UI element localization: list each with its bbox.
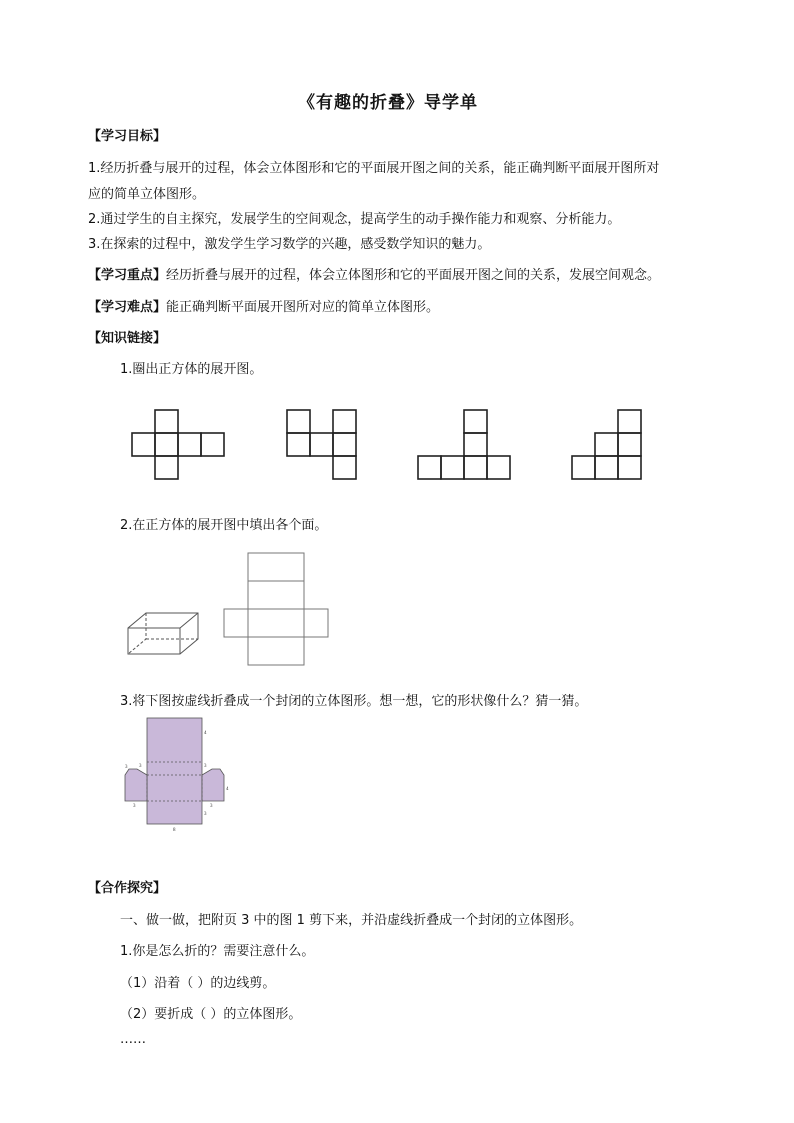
cooperative-sub-1: （1）沿着（ ）的边线剪。 — [120, 976, 276, 991]
net-number-9: 3 — [125, 765, 128, 770]
cooperative-question-1: 1.你是怎么折的？需要注意什么。 — [120, 944, 315, 959]
cooperative-intro: 一、做一做，把附页 3 中的图 1 剪下来，并沿虚线折叠成一个封闭的立体图形。 — [120, 913, 583, 928]
net-number-5: 3 — [139, 764, 142, 769]
net-number-6: 3 — [204, 764, 207, 769]
difficulty-label: 【学习难点】 — [88, 300, 167, 315]
page-title: 《有趣的折叠》导学单 — [298, 93, 478, 113]
net-number-1: 4 — [204, 731, 207, 736]
objective-line-3: 2.通过学生的自主探究，发展学生的空间观念，提高学生的动手操作能力和观察、分析能力。 — [88, 212, 621, 227]
net-number-3: 3 — [133, 804, 136, 809]
difficulty-line — [88, 296, 439, 315]
cube-nets-figure — [0, 400, 794, 490]
cuboid-drawing — [128, 613, 198, 654]
objectives-heading: 【学习目标】 — [88, 129, 167, 144]
cooperative-heading: 【合作探究】 — [88, 881, 167, 896]
cube-net-3[interactable] — [418, 410, 510, 479]
cube-net-2[interactable] — [287, 410, 356, 479]
cuboid-net-drawing — [224, 553, 328, 665]
question-3: 3.将下图按虚线折叠成一个封闭的立体图形。想一想，它的形状像什么？猜一猜。 — [120, 694, 588, 709]
objective-line-2: 应的简单立体图形。 — [88, 187, 206, 202]
net-number-4: 3 — [210, 804, 213, 809]
objective-line-4: 3.在探索的过程中，激发学生学习数学的兴趣，感受数学知识的魅力。 — [88, 237, 491, 252]
key-point-text: 经历折叠与展开的过程，体会立体图形和它的平面展开图之间的关系，发展空间观念。 — [166, 268, 661, 283]
key-point-line — [88, 264, 660, 283]
objective-line-1: 1.经历折叠与展开的过程，体会立体图形和它的平面展开图之间的关系，能正确判断平面展开图所对 — [88, 161, 660, 176]
net-number-7: 8 — [173, 828, 176, 833]
knowledge-link-heading: 【知识链接】 — [88, 331, 167, 346]
net-number-2: 4 — [226, 787, 229, 792]
cuboid-figure — [0, 548, 794, 668]
question-1: 1.圈出正方体的展开图。 — [120, 362, 263, 377]
question-2: 2.在正方体的展开图中填出各个面。 — [120, 518, 328, 533]
difficulty-text: 能正确判断平面展开图所对应的简单立体图形。 — [166, 300, 440, 315]
cube-net-1[interactable] — [132, 410, 224, 479]
folding-net-figure — [0, 712, 794, 832]
cooperative-sub-2: （2）要折成（ ）的立体图形。 — [120, 1007, 302, 1022]
key-point-label: 【学习重点】 — [88, 268, 167, 283]
cooperative-ellipsis: …… — [120, 1032, 146, 1047]
net-number-8: 3 — [204, 812, 207, 817]
cube-net-4[interactable] — [572, 410, 641, 479]
